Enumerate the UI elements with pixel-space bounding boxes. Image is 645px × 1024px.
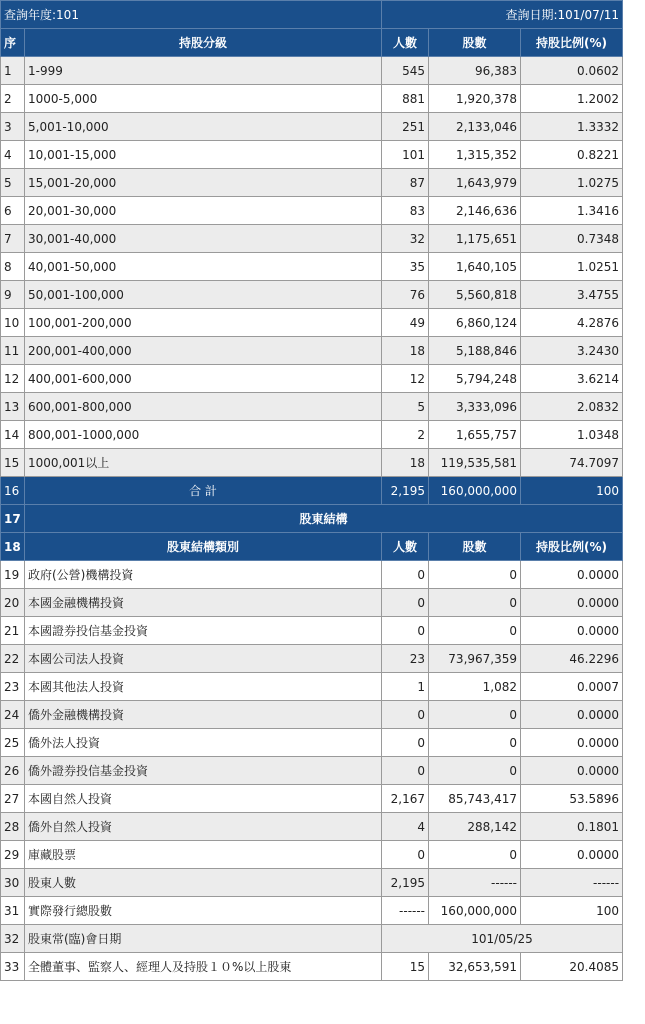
row-ratio: 1.3332 — [521, 113, 623, 141]
row-people: 0 — [382, 757, 429, 785]
row-people: 4 — [382, 813, 429, 841]
row-seq: 8 — [1, 253, 25, 281]
row-seq: 14 — [1, 421, 25, 449]
row-ratio: 20.4085 — [521, 953, 623, 981]
table-row — [1, 841, 623, 869]
row-shares: 2,146,636 — [429, 197, 521, 225]
row-seq: 3 — [1, 113, 25, 141]
total-people: 2,195 — [382, 477, 429, 505]
row-category: 僑外金融機構投資 — [25, 701, 382, 729]
row-category: 庫藏股票 — [25, 841, 382, 869]
row-seq: 6 — [1, 197, 25, 225]
row-people: 1 — [382, 673, 429, 701]
row-seq: 27 — [1, 785, 25, 813]
row-people: 0 — [382, 729, 429, 757]
row-shares: 0 — [429, 757, 521, 785]
query-date: 查詢日期:101/07/11 — [382, 1, 623, 29]
row-level: 30,001-40,000 — [25, 225, 382, 253]
row-seq: 19 — [1, 561, 25, 589]
row-level: 200,001-400,000 — [25, 337, 382, 365]
query-year: 查詢年度:101 — [1, 1, 382, 29]
row-shares: 0 — [429, 841, 521, 869]
table-row — [1, 113, 623, 141]
total-seq: 16 — [1, 477, 25, 505]
table-row — [1, 813, 623, 841]
row-shares: 6,860,124 — [429, 309, 521, 337]
row-people: 76 — [382, 281, 429, 309]
table-row — [1, 169, 623, 197]
table-row — [1, 365, 623, 393]
row-shares: 0 — [429, 617, 521, 645]
row-category: 本國其他法人投資 — [25, 673, 382, 701]
row-level: 800,001-1000,000 — [25, 421, 382, 449]
row-people: 18 — [382, 337, 429, 365]
meeting-date: 101/05/25 — [382, 925, 623, 953]
total-row — [1, 477, 623, 505]
row-people: 35 — [382, 253, 429, 281]
row-shares: 1,920,378 — [429, 85, 521, 113]
row-people: 101 — [382, 141, 429, 169]
row-ratio: 74.7097 — [521, 449, 623, 477]
table-row — [1, 449, 623, 477]
row-level: 1-999 — [25, 57, 382, 85]
table-row — [1, 85, 623, 113]
row-ratio: 0.7348 — [521, 225, 623, 253]
row-shares: 96,383 — [429, 57, 521, 85]
row-shares: 5,794,248 — [429, 365, 521, 393]
row-seq: 24 — [1, 701, 25, 729]
row-ratio: 2.0832 — [521, 393, 623, 421]
row-ratio: 1.0348 — [521, 421, 623, 449]
row-shares: 160,000,000 — [429, 897, 521, 925]
row-shares: 2,133,046 — [429, 113, 521, 141]
row-shares: 85,743,417 — [429, 785, 521, 813]
row-ratio: 0.0602 — [521, 57, 623, 85]
row-ratio: 0.0000 — [521, 589, 623, 617]
row-category: 本國金融機構投資 — [25, 589, 382, 617]
row-level: 40,001-50,000 — [25, 253, 382, 281]
insiders-row — [1, 953, 623, 981]
row-shares: 0 — [429, 589, 521, 617]
row-level: 5,001-10,000 — [25, 113, 382, 141]
row-ratio: 0.0000 — [521, 701, 623, 729]
row-category: 僑外證券投信基金投資 — [25, 757, 382, 785]
row-ratio: 0.0000 — [521, 617, 623, 645]
table-row — [1, 225, 623, 253]
row-shares: 0 — [429, 561, 521, 589]
total-shares: 160,000,000 — [429, 477, 521, 505]
table-row — [1, 645, 623, 673]
row-seq: 32 — [1, 925, 25, 953]
table-row — [1, 197, 623, 225]
table-row — [1, 281, 623, 309]
table-row — [1, 141, 623, 169]
row-shares: 73,967,359 — [429, 645, 521, 673]
row-seq: 9 — [1, 281, 25, 309]
header-people: 人數 — [382, 29, 429, 57]
row-level: 1000-5,000 — [25, 85, 382, 113]
row-category: 全體董事、監察人、經理人及持股１０%以上股東 — [25, 953, 382, 981]
row-ratio: 0.0007 — [521, 673, 623, 701]
row-seq: 30 — [1, 869, 25, 897]
row-people: 18 — [382, 449, 429, 477]
row-ratio: 1.3416 — [521, 197, 623, 225]
row-level: 100,001-200,000 — [25, 309, 382, 337]
row-people: 2,167 — [382, 785, 429, 813]
row-ratio: 100 — [521, 897, 623, 925]
row-people: 0 — [382, 589, 429, 617]
row-level: 400,001-600,000 — [25, 365, 382, 393]
row-ratio: 1.0251 — [521, 253, 623, 281]
row-seq: 13 — [1, 393, 25, 421]
header-seq: 序 — [1, 29, 25, 57]
row-seq: 23 — [1, 673, 25, 701]
row-ratio: 46.2296 — [521, 645, 623, 673]
row-people: 15 — [382, 953, 429, 981]
row-shares: 0 — [429, 729, 521, 757]
table-row — [1, 421, 623, 449]
row-shares: 0 — [429, 701, 521, 729]
row-people: 545 — [382, 57, 429, 85]
structure-title-seq: 17 — [1, 505, 25, 533]
row-seq: 28 — [1, 813, 25, 841]
header-people: 人數 — [382, 533, 429, 561]
row-seq: 4 — [1, 141, 25, 169]
row-category: 政府(公營)機構投資 — [25, 561, 382, 589]
row-level: 15,001-20,000 — [25, 169, 382, 197]
row-people: 5 — [382, 393, 429, 421]
row-seq: 1 — [1, 57, 25, 85]
row-ratio: ------ — [521, 869, 623, 897]
table-row — [1, 337, 623, 365]
row-seq: 2 — [1, 85, 25, 113]
row-people: 23 — [382, 645, 429, 673]
row-people: 2,195 — [382, 869, 429, 897]
structure-title-row — [1, 505, 623, 533]
table-row — [1, 729, 623, 757]
row-people: 83 — [382, 197, 429, 225]
row-people: 0 — [382, 617, 429, 645]
query-info-bar — [1, 1, 623, 29]
row-category: 本國自然人投資 — [25, 785, 382, 813]
row-level: 50,001-100,000 — [25, 281, 382, 309]
row-seq: 20 — [1, 589, 25, 617]
row-seq: 29 — [1, 841, 25, 869]
table-row — [1, 673, 623, 701]
header-structure-category: 股東結構類別 — [25, 533, 382, 561]
row-seq: 15 — [1, 449, 25, 477]
header-ratio: 持股比例(%) — [521, 29, 623, 57]
row-shares: 119,535,581 — [429, 449, 521, 477]
row-shares: 32,653,591 — [429, 953, 521, 981]
header-seq: 18 — [1, 533, 25, 561]
row-ratio: 0.1801 — [521, 813, 623, 841]
row-ratio: 3.4755 — [521, 281, 623, 309]
row-level: 600,001-800,000 — [25, 393, 382, 421]
row-people: 12 — [382, 365, 429, 393]
table-row — [1, 253, 623, 281]
shareholder-count-row — [1, 869, 623, 897]
row-people: 0 — [382, 841, 429, 869]
row-ratio: 1.2002 — [521, 85, 623, 113]
row-shares: 1,315,352 — [429, 141, 521, 169]
row-seq: 22 — [1, 645, 25, 673]
row-seq: 25 — [1, 729, 25, 757]
row-ratio: 3.2430 — [521, 337, 623, 365]
row-shares: 3,333,096 — [429, 393, 521, 421]
row-ratio: 4.2876 — [521, 309, 623, 337]
meeting-date-row — [1, 925, 623, 953]
row-shares: 5,560,818 — [429, 281, 521, 309]
row-seq: 12 — [1, 365, 25, 393]
table-row — [1, 617, 623, 645]
table-row — [1, 701, 623, 729]
row-ratio: 0.0000 — [521, 729, 623, 757]
table-row — [1, 393, 623, 421]
row-people: 32 — [382, 225, 429, 253]
row-category: 僑外法人投資 — [25, 729, 382, 757]
header-ratio: 持股比例(%) — [521, 533, 623, 561]
row-seq: 11 — [1, 337, 25, 365]
row-people: 2 — [382, 421, 429, 449]
row-seq: 31 — [1, 897, 25, 925]
row-level: 1000,001以上 — [25, 449, 382, 477]
row-people: 0 — [382, 561, 429, 589]
table-row — [1, 589, 623, 617]
row-ratio: 1.0275 — [521, 169, 623, 197]
row-category: 本國證券投信基金投資 — [25, 617, 382, 645]
row-ratio: 53.5896 — [521, 785, 623, 813]
row-ratio: 3.6214 — [521, 365, 623, 393]
row-category: 實際發行總股數 — [25, 897, 382, 925]
header-holding-level: 持股分級 — [25, 29, 382, 57]
row-shares: 1,640,105 — [429, 253, 521, 281]
row-seq: 21 — [1, 617, 25, 645]
structure-header — [1, 533, 623, 561]
row-people: 87 — [382, 169, 429, 197]
table-row — [1, 57, 623, 85]
total-ratio: 100 — [521, 477, 623, 505]
header-shares: 股數 — [429, 29, 521, 57]
row-shares: 288,142 — [429, 813, 521, 841]
row-shares: 1,655,757 — [429, 421, 521, 449]
header-shares: 股數 — [429, 533, 521, 561]
row-category: 僑外自然人投資 — [25, 813, 382, 841]
row-level: 20,001-30,000 — [25, 197, 382, 225]
row-ratio: 0.0000 — [521, 561, 623, 589]
table-row — [1, 309, 623, 337]
table-row — [1, 757, 623, 785]
row-ratio: 0.0000 — [521, 757, 623, 785]
row-category: 股東人數 — [25, 869, 382, 897]
row-people: ------ — [382, 897, 429, 925]
row-seq: 26 — [1, 757, 25, 785]
row-seq: 33 — [1, 953, 25, 981]
row-seq: 10 — [1, 309, 25, 337]
table-row — [1, 785, 623, 813]
row-seq: 5 — [1, 169, 25, 197]
issued-shares-row — [1, 897, 623, 925]
row-people: 49 — [382, 309, 429, 337]
row-shares: 1,643,979 — [429, 169, 521, 197]
row-ratio: 0.8221 — [521, 141, 623, 169]
row-category: 本國公司法人投資 — [25, 645, 382, 673]
table-row — [1, 561, 623, 589]
row-shares: 1,082 — [429, 673, 521, 701]
row-people: 0 — [382, 701, 429, 729]
row-seq: 7 — [1, 225, 25, 253]
structure-title: 股東結構 — [25, 505, 623, 533]
row-people: 251 — [382, 113, 429, 141]
total-label: 合 計 — [25, 477, 382, 505]
row-ratio: 0.0000 — [521, 841, 623, 869]
row-level: 10,001-15,000 — [25, 141, 382, 169]
row-people: 881 — [382, 85, 429, 113]
holding-level-header — [1, 29, 623, 57]
row-shares: 5,188,846 — [429, 337, 521, 365]
row-shares: ------ — [429, 869, 521, 897]
row-shares: 1,175,651 — [429, 225, 521, 253]
row-category: 股東常(臨)會日期 — [25, 925, 382, 953]
